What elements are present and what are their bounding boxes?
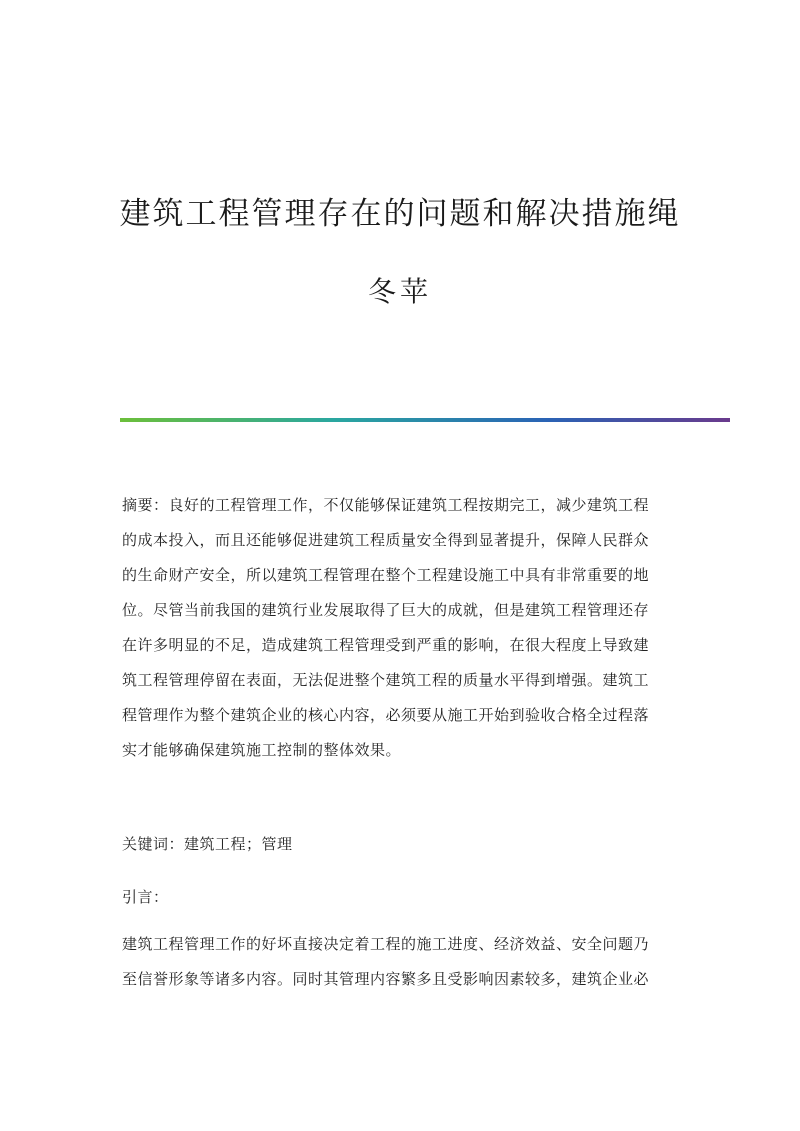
abstract-line: 位。尽管当前我国的建筑行业发展取得了巨大的成就，但是建筑工程管理还存 <box>122 601 650 619</box>
abstract-paragraph <box>122 488 678 768</box>
abstract-line: 的生命财产安全，所以建筑工程管理在整个工程建设施工中具有非常重要的地 <box>122 566 650 584</box>
abstract-line: 摘要：良好的工程管理工作，不仅能够保证建筑工程按期完工，减少建筑工程 <box>122 496 650 514</box>
abstract-line: 筑工程管理停留在表面，无法促进整个建筑工程的质量水平得到增强。建筑工 <box>122 671 650 689</box>
abstract-line: 在许多明显的不足，造成建筑工程管理受到严重的影响，在很大程度上导致建 <box>122 636 650 654</box>
intro-heading: 引言： <box>122 888 169 906</box>
document-title: 建筑工程管理存在的问题和解决措施绳 <box>119 196 681 232</box>
title-divider <box>120 418 730 422</box>
abstract-line: 程管理作为整个建筑企业的核心内容，必须要从施工开始到验收合格全过程落 <box>122 706 650 724</box>
document-author: 冬苹 <box>367 275 432 308</box>
intro-paragraph <box>122 927 678 997</box>
abstract-line: 的成本投入，而且还能够促进建筑工程质量安全得到显著提升，保障人民群众 <box>122 531 650 549</box>
abstract-line: 实才能够确保建筑施工控制的整体效果。 <box>122 741 402 759</box>
intro-line: 至信誉形象等诸多内容。同时其管理内容繁多且受影响因素较多，建筑企业必 <box>122 970 650 988</box>
intro-line: 建筑工程管理工作的好坏直接决定着工程的施工进度、经济效益、安全问题乃 <box>122 935 650 953</box>
keywords-line: 关键词：建筑工程；管理 <box>122 835 293 853</box>
